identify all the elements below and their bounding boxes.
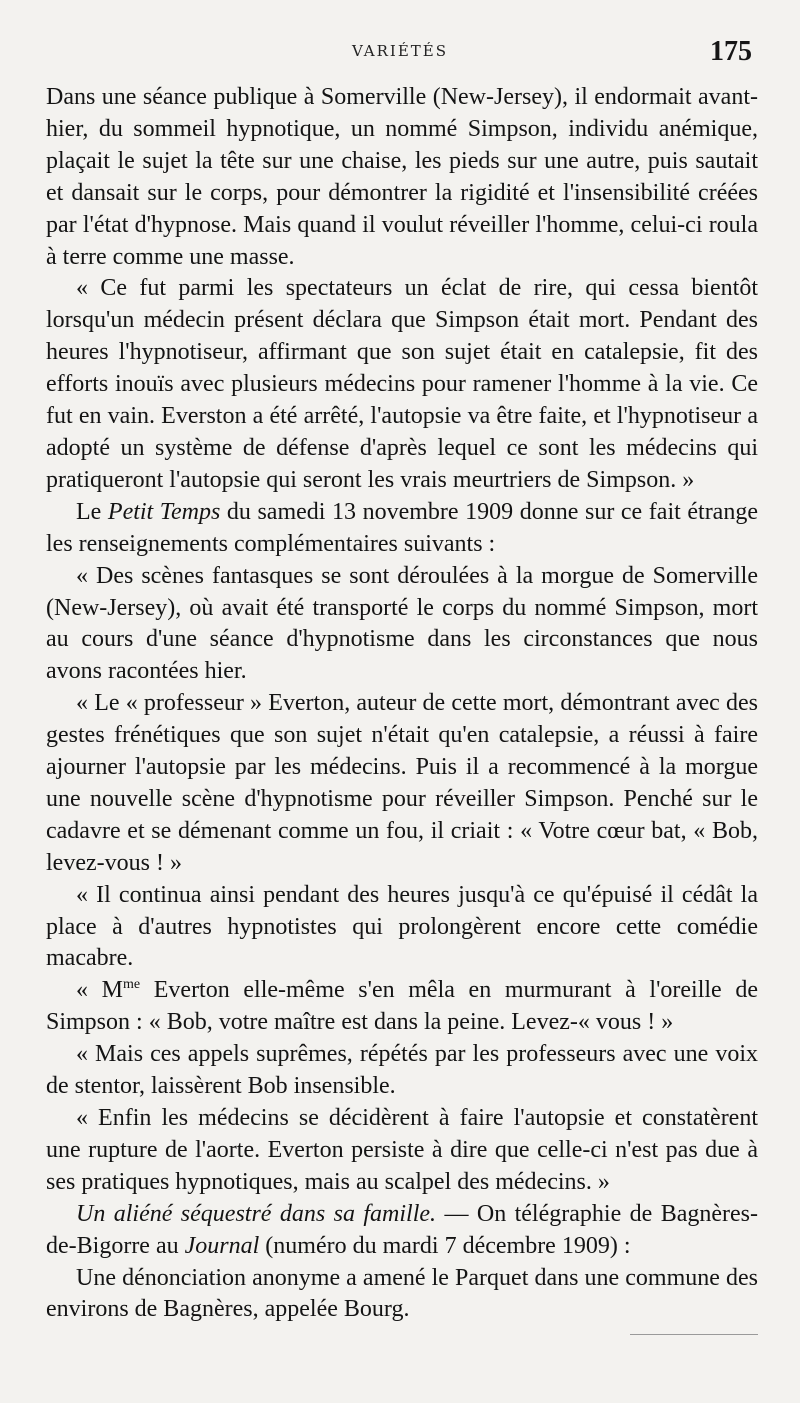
paragraph-5: « Le « professeur » Everton, auteur de cette mort, démontrant avec des gestes frénétiques que son sujet n'était qu'en catalepsie, a réussi à faire ajourner l'autopsie par les médecins. Puis il a recommencé à la morgue une nouvelle scène d'hypnotisme pour réveiller Simpson. Penché sur le cadavre et se démenant comme un fou, il criait : « Votre cœur bat, « Bob, levez-vous ! » bbox=[46, 690, 758, 876]
paragraph-10 bbox=[46, 1199, 758, 1263]
paragraph-7-sup: me bbox=[123, 977, 141, 993]
paragraph-3-pre: Le bbox=[76, 498, 108, 525]
paragraph-10-mid: — On télégraphie de Bagnères-de-Bigorre au bbox=[46, 1200, 758, 1259]
newspaper-title: Petit Temps bbox=[107, 498, 221, 525]
section-title: Un aliéné séquestré dans sa famille. bbox=[76, 1200, 437, 1227]
body-text bbox=[46, 82, 758, 1326]
paragraph-7 bbox=[46, 975, 758, 1039]
footer-rule bbox=[630, 1334, 758, 1335]
paragraph-10-post: (numéro du mardi 7 décembre 1909) : bbox=[259, 1232, 631, 1259]
paragraph-9: « Enfin les médecins se décidèrent à faire l'autopsie et constatèrent une rupture de l'aorte. Everton persiste à dire que celle-ci n'est pas due à ses pratiques hypnotiques, mais au scalpel des médecins. » bbox=[46, 1105, 758, 1195]
paragraph-11: Une dénonciation anonyme a amené le Parquet dans une commune des environs de Bagnères, appelée Bourg. bbox=[46, 1264, 758, 1323]
paragraph-1: Dans une séance publique à Somerville (New-Jersey), il endormait avant-hier, du sommeil hypnotique, un nommé Simpson, individu anémique, plaçait le sujet la tête sur une chaise, les pieds sur une autre, puis sautait et dansait sur le corps, pour démontrer la rigidité et l'insensibilité créées par l'état d'hypnose. Mais quand il voulut réveiller l'homme, celui-ci roula à terre comme une masse. bbox=[46, 84, 758, 270]
page-number: 175 bbox=[710, 36, 752, 67]
paragraph-7-pre: « M bbox=[76, 977, 123, 1004]
paragraph-3 bbox=[46, 497, 758, 561]
paragraph-8: « Mais ces appels suprêmes, répétés par les professeurs avec une voix de stentor, laissèrent Bob insensible. bbox=[46, 1041, 758, 1100]
page-header bbox=[0, 36, 800, 76]
running-title: VARIÉTÉS bbox=[351, 42, 449, 60]
journal-title: Journal bbox=[184, 1232, 260, 1259]
paragraph-4: « Des scènes fantasques se sont déroulées à la morgue de Somerville (New-Jersey), où avait été transporté le corps du nommé Simpson, mort au cours d'une séance d'hypnotisme dans les circonstances que nous avons racontées hier. bbox=[46, 562, 758, 685]
paragraph-3-post: du samedi 13 novembre 1909 donne sur ce fait étrange les renseignements complémentaires suivants : bbox=[46, 498, 758, 557]
paragraph-7-post: Everton elle-même s'en mêla en murmurant à l'oreille de Simpson : « Bob, votre maître est dans la peine. Levez-« vous ! » bbox=[46, 977, 759, 1036]
paragraph-6: « Il continua ainsi pendant des heures jusqu'à ce qu'épuisé il cédât la place à d'autres hypnotistes qui prolongèrent encore cette comédie macabre. bbox=[46, 881, 758, 972]
paragraph-2: « Ce fut parmi les spectateurs un éclat de rire, qui cessa bientôt lorsqu'un médecin présent déclara que Simpson était mort. Pendant des heures l'hypnotiseur, affirmant que son sujet était en catalepsie, fit des efforts inouïs avec plusieurs médecins pour ramener l'homme à la vie. Ce fut en vain. Everston a été arrêté, l'autopsie va être faite, et l'hypnotiseur a adopté un système de défense d'après lequel ce sont les médecins qui pratiqueront l'autopsie qui seront les vrais meurtriers de Simpson. » bbox=[46, 275, 758, 493]
